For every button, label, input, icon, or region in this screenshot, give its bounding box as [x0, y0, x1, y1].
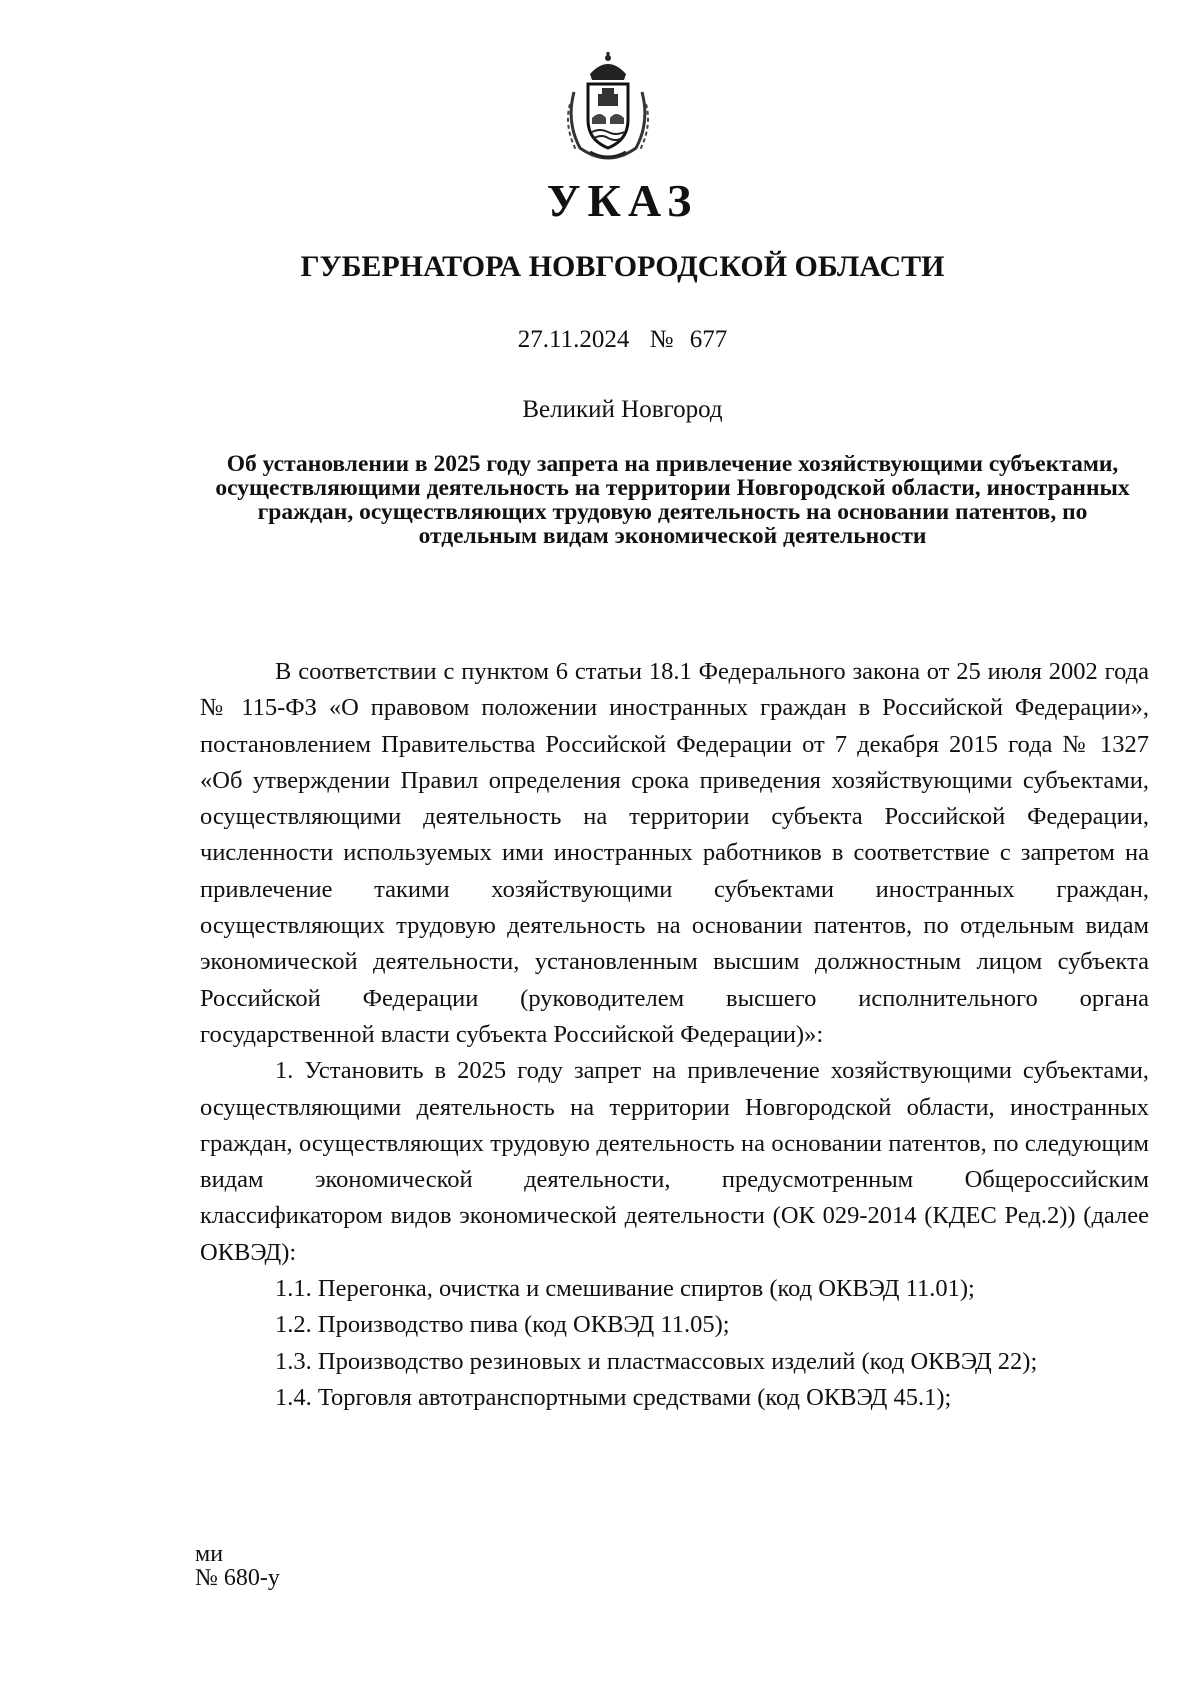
- decree-issuer: ГУБЕРНАТОРА НОВГОРОДСКОЙ ОБЛАСТИ: [300, 250, 945, 283]
- footer-note: [195, 1542, 280, 1590]
- coat-of-arms-icon: [560, 52, 656, 162]
- decree-date: 27.11.2024: [517, 326, 630, 353]
- body-paragraph: 1.2. Производство пива (код ОКВЭД 11.05);: [275, 1311, 730, 1339]
- body-paragraph: 1.3. Производство резиновых и пластмассовых изделий (код ОКВЭД 22);: [275, 1347, 1038, 1375]
- number-sign: №: [649, 326, 674, 353]
- decree-title: УКАЗ: [546, 175, 699, 226]
- date-number-line: [0, 326, 1200, 354]
- body-paragraph: 1.1. Перегонка, очистка и смешивание спиртов (код ОКВЭД 11.01);: [275, 1275, 975, 1303]
- body-paragraph: 1. Установить в 2025 году запрет на привлечение хозяйствующими субъектами, осуществляющими деятельность на территории Новгородской области, иностранных граждан, осуществляющих трудовую деятельность на основании патентов, по следующим видам экономической деятельности, предусмотренным Общероссийским классификатором видов экономической деятельности (ОК 029-2014 (КДЕС Ред.2)) (далее ОКВЭД):: [200, 1057, 1149, 1266]
- footer-number: № 680-у: [195, 1565, 280, 1591]
- decree-number: 677: [689, 326, 728, 353]
- city: Великий Новгород: [522, 396, 723, 423]
- decree-heading: Об установлении в 2025 году запрета на привлечение хозяйствующими субъектами, осуществляющими деятельность на территории Новгородской области, иностранных граждан, осуществляющих трудовую деятельность на основании патентов, по отдельным видам экономической деятельности: [215, 451, 1130, 549]
- body-paragraph: В соответствии с пунктом 6 статьи 18.1 Федерального закона от 25 июля 2002 года № 115-ФЗ «О правовом положении иностранных граждан в Российской Федерации», постановлением Правительства Российской Федерации от 7 декабря 2015 года № 1327 «Об утверждении Правил определения срока приведения хозяйствующими субъектами, осуществляющими деятельность на территории субъекта Российской Федерации, численности используемых ими иностранных работников в соответствие с запретом на привлечение такими хозяйствующими субъектами иностранных граждан, осуществляющих трудовую деятельность на основании патентов, по отдельным видам экономической деятельности, установленным высшим должностным лицом субъекта Российской Федерации (руководителем высшего исполнительного органа государственной власти субъекта Российской Федерации)»:: [200, 658, 1149, 1048]
- decree-body: [200, 654, 1149, 1416]
- body-paragraph: 1.4. Торговля автотранспортными средствами (код ОКВЭД 45.1);: [275, 1383, 952, 1411]
- footer-initials: ми: [195, 1541, 224, 1567]
